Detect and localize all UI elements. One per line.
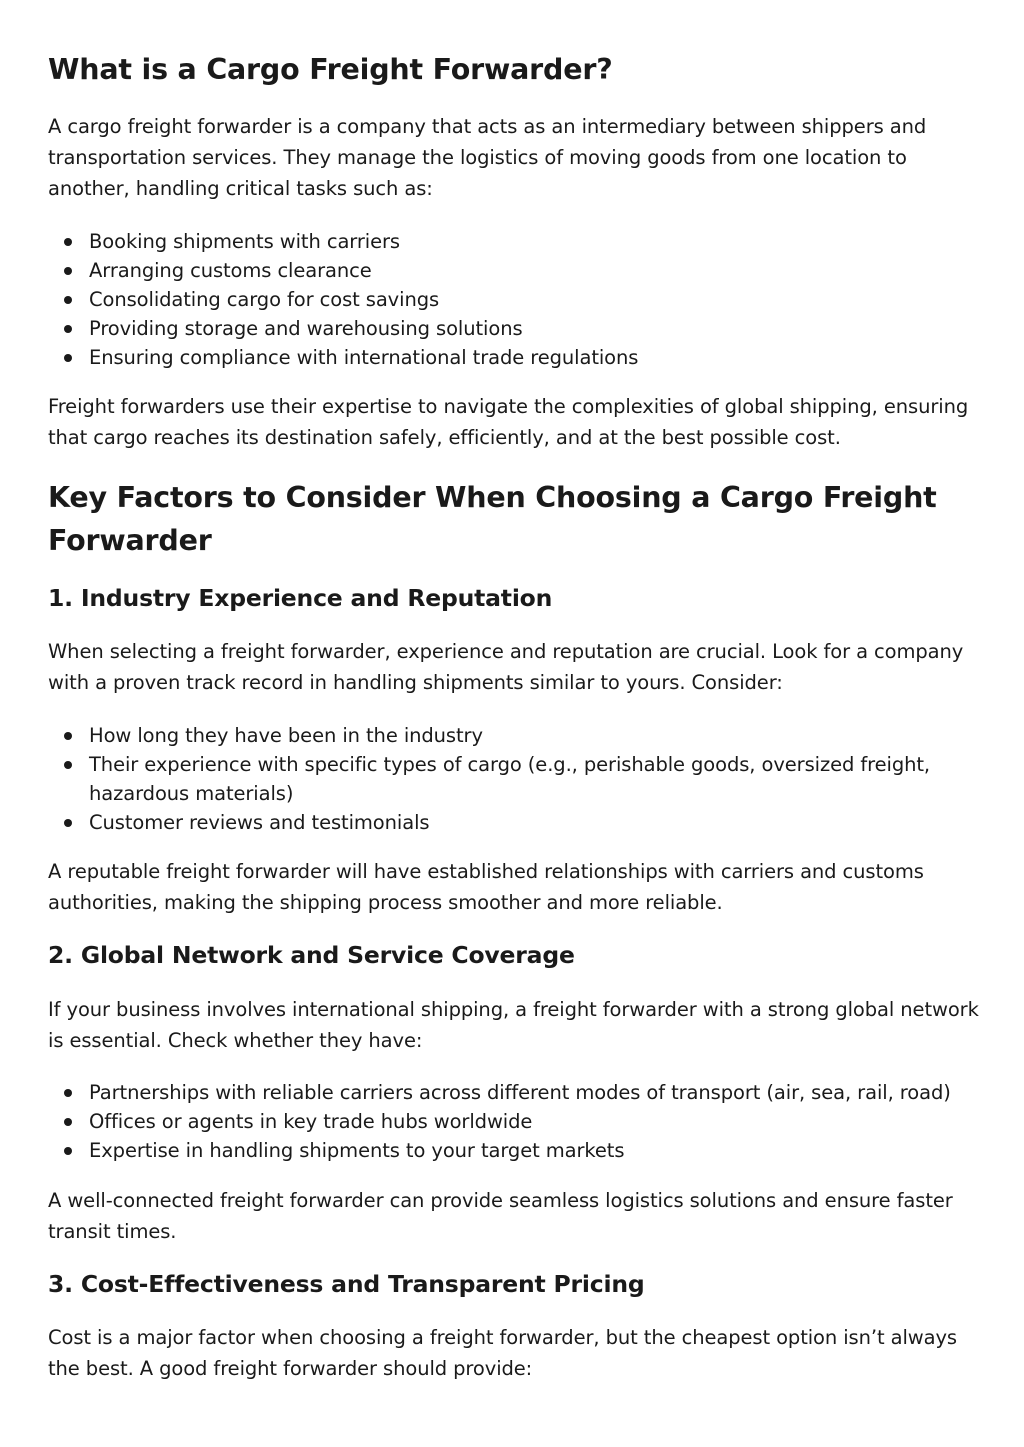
bullet-icon — [64, 761, 72, 769]
list-item: Customer reviews and testimonials — [48, 808, 988, 837]
list-item: Providing storage and warehousing solutions — [48, 314, 988, 343]
bullet-icon — [64, 238, 72, 246]
factor-heading-cost: 3. Cost-Effectiveness and Transparent Pricing — [48, 1270, 645, 1298]
factor-closing-paragraph: A reputable freight forwarder will have established relationships with carriers and customs authorities, making the shipping process smoother and more reliable. — [48, 860, 924, 914]
section-title-key-factors: Key Factors to Consider When Choosing a Cargo Freight Forwarder — [48, 481, 937, 557]
factor-heading-network: 2. Global Network and Service Coverage — [48, 941, 575, 969]
list-item: Booking shipments with carriers — [48, 227, 988, 256]
list-item: Expertise in handling shipments to your target markets — [48, 1136, 988, 1165]
factor-intro-paragraph: When selecting a freight forwarder, experience and reputation are crucial. Look for a company with a proven track record in handling shipments similar to yours. Consider: — [48, 640, 964, 694]
bullet-icon — [64, 1089, 72, 1097]
bullet-icon — [64, 819, 72, 827]
list-item: Their experience with specific types of cargo (e.g., perishable goods, oversized freight, hazardous materials) — [48, 750, 988, 808]
list-item: Offices or agents in key trade hubs worldwide — [48, 1107, 988, 1136]
experience-list — [48, 721, 988, 837]
bullet-icon — [64, 325, 72, 333]
intro-paragraph: A cargo freight forwarder is a company that acts as an intermediary between shippers and transportation services. They manage the logistics of moving goods from one location to another, handling critical tasks such as: — [48, 115, 927, 200]
bullet-icon — [64, 267, 72, 275]
list-item: Partnerships with reliable carriers across different modes of transport (air, sea, rail, road) — [48, 1078, 988, 1107]
list-item: Consolidating cargo for cost savings — [48, 285, 988, 314]
section-title-what-is: What is a Cargo Freight Forwarder? — [48, 53, 613, 86]
bullet-icon — [64, 732, 72, 740]
list-item: How long they have been in the industry — [48, 721, 988, 750]
closing-paragraph: Freight forwarders use their expertise to navigate the complexities of global shipping, ensuring that cargo reaches its destination safely, efficiently, and at the best possible cost. — [48, 395, 969, 449]
bullet-icon — [64, 1147, 72, 1155]
factor-intro-paragraph: Cost is a major factor when choosing a freight forwarder, but the cheapest option isn’t always the best. A good freight forwarder should provide: — [48, 1326, 957, 1380]
factor-heading-experience: 1. Industry Experience and Reputation — [48, 584, 553, 612]
list-item: Arranging customs clearance — [48, 256, 988, 285]
network-list — [48, 1078, 988, 1165]
factor-closing-paragraph: A well-connected freight forwarder can provide seamless logistics solutions and ensure faster transit times. — [48, 1189, 953, 1243]
list-item: Ensuring compliance with international trade regulations — [48, 343, 988, 372]
bullet-icon — [64, 354, 72, 362]
bullet-icon — [64, 1118, 72, 1126]
bullet-icon — [64, 296, 72, 304]
factor-intro-paragraph: If your business involves international shipping, a freight forwarder with a strong global network is essential. Check whether they have: — [48, 998, 979, 1052]
tasks-list — [48, 227, 988, 372]
